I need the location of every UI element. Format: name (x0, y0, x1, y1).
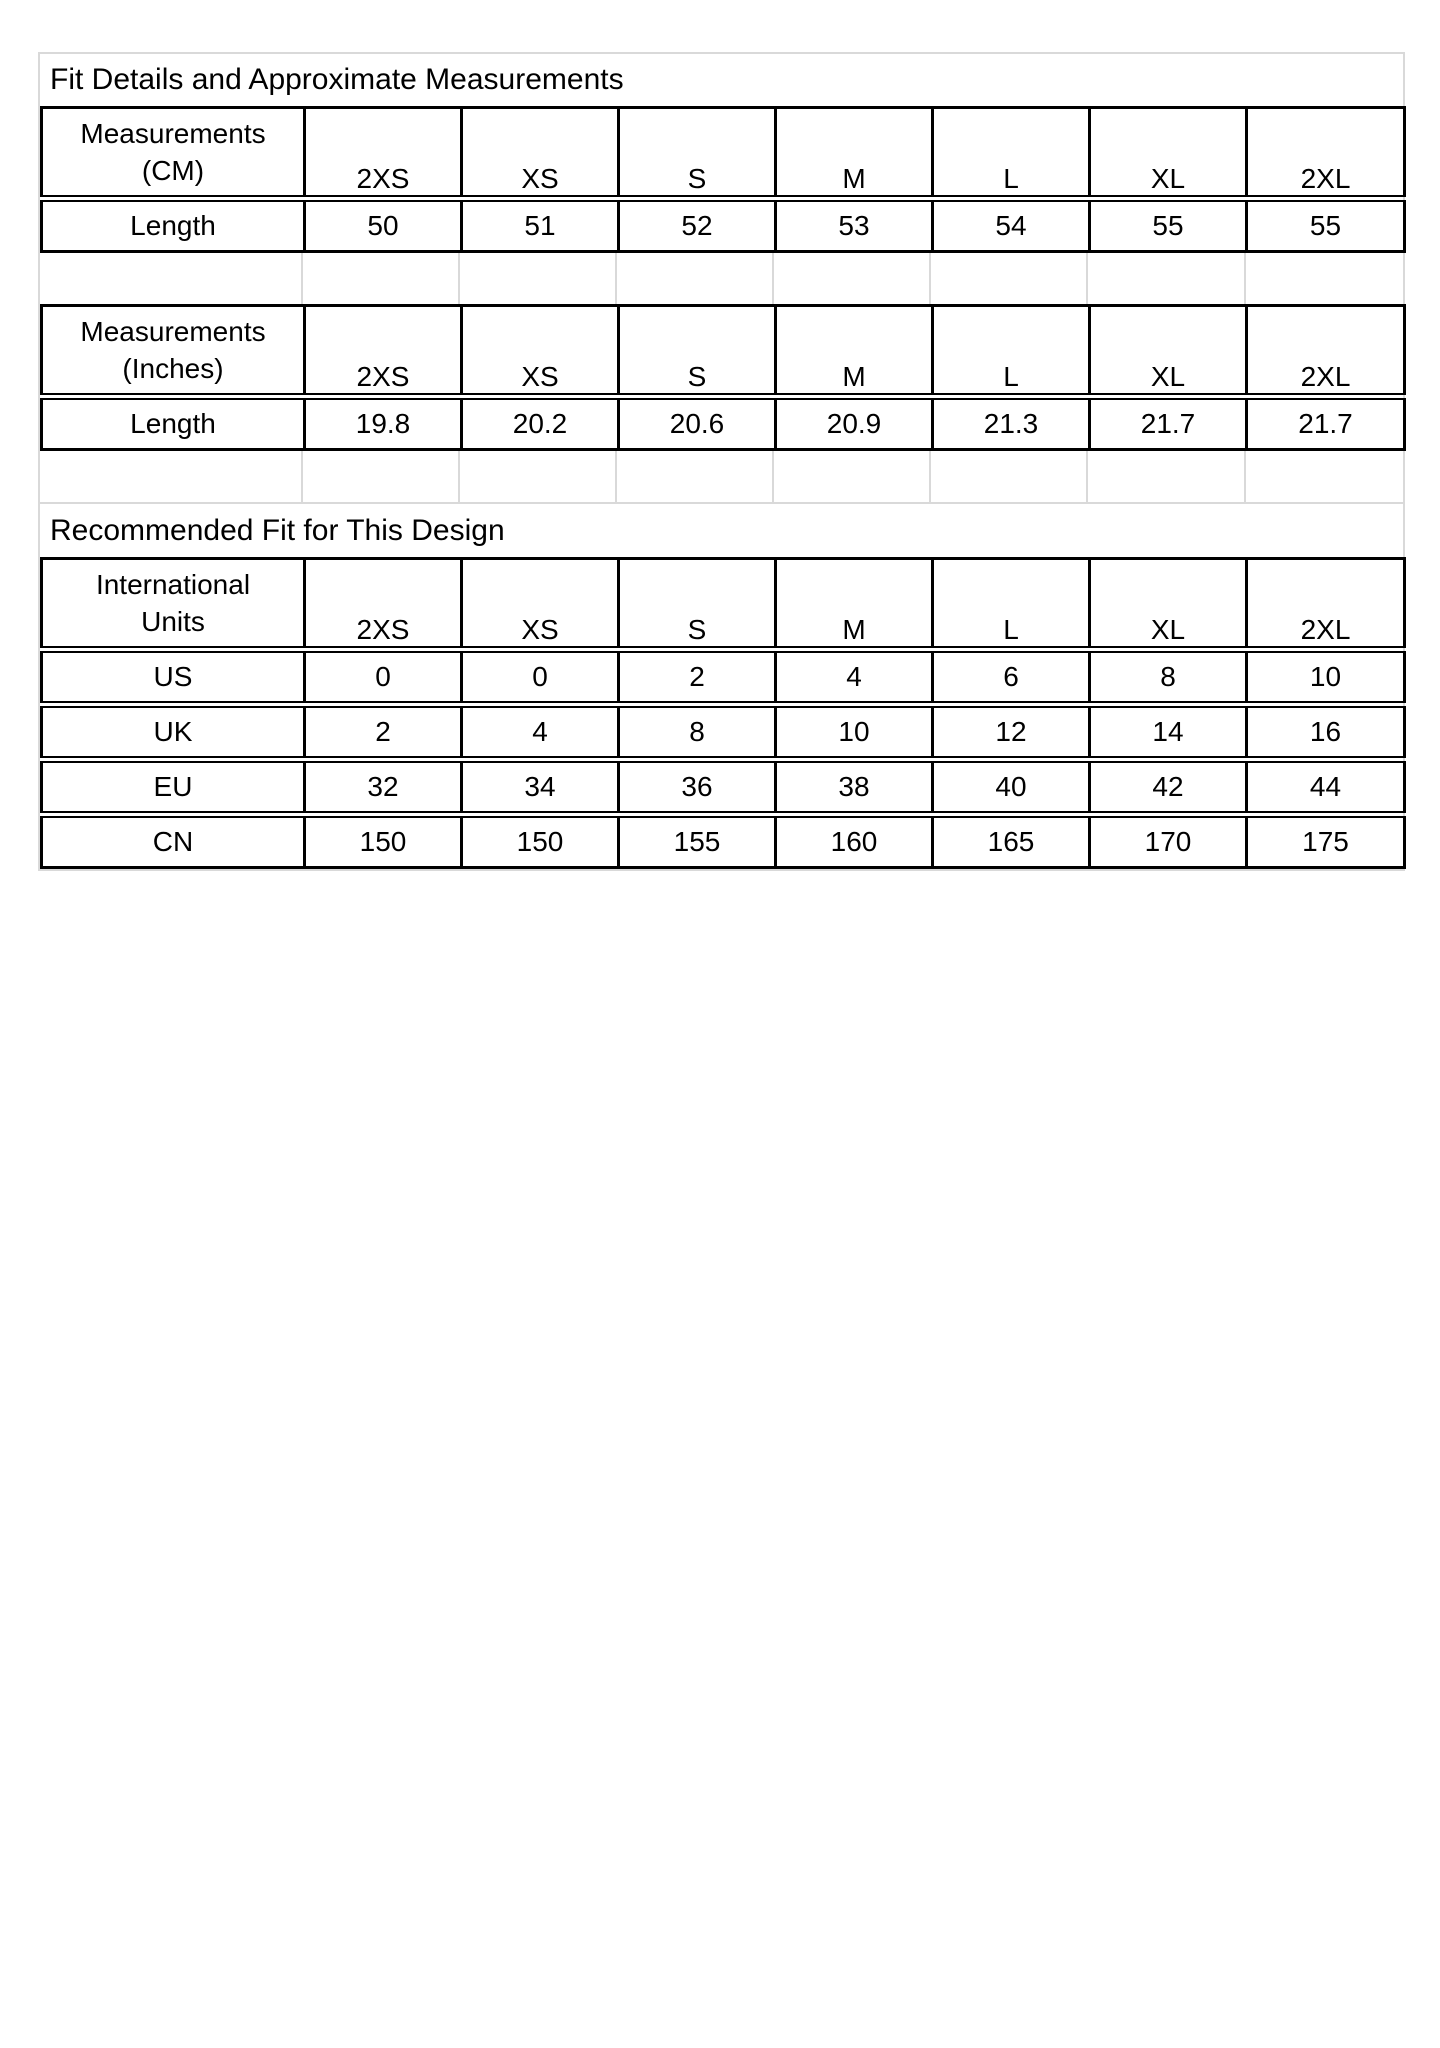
value-cell: 55 (1247, 199, 1405, 252)
size-header-cell-xs: XS (462, 108, 619, 199)
value-cell: 36 (619, 760, 776, 815)
value-cell: 12 (933, 705, 1090, 760)
value-cell: 8 (1090, 650, 1247, 705)
value-cell: 170 (1090, 815, 1247, 868)
table-header-label-cell (42, 108, 305, 199)
value-cell: 34 (462, 760, 619, 815)
size-header-cell-xs: XS (462, 559, 619, 650)
size-header-cell-m: M (776, 306, 933, 397)
size-header-cell-l: L (933, 306, 1090, 397)
size-header-cell-xl: XL (1090, 559, 1247, 650)
table-header-label-cell (42, 559, 305, 650)
size-header-cell-s: S (619, 306, 776, 397)
value-cell: 4 (776, 650, 933, 705)
value-cell: 20.2 (462, 397, 619, 450)
table-row-us (42, 650, 1405, 705)
value-cell: 53 (776, 199, 933, 252)
table-header-line1: Measurements (80, 118, 266, 149)
value-cell: 42 (1090, 760, 1247, 815)
international-units-table (40, 557, 1406, 869)
table-header-line1: Measurements (80, 316, 266, 347)
table-row-length-inches (42, 397, 1405, 450)
value-cell: 38 (776, 760, 933, 815)
table-header-line1: International (95, 569, 251, 600)
value-cell: 160 (776, 815, 933, 868)
table-row-uk (42, 705, 1405, 760)
size-header-cell-m: M (776, 108, 933, 199)
value-cell: 19.8 (305, 397, 462, 450)
value-cell: 8 (619, 705, 776, 760)
value-cell: 175 (1247, 815, 1405, 868)
size-header-cell-m: M (776, 559, 933, 650)
row-label-cell: EU (42, 760, 305, 815)
section-title-recommended-fit: Recommended Fit for This Design (40, 502, 1403, 557)
value-cell: 50 (305, 199, 462, 252)
size-header-cell-2xs: 2XS (305, 559, 462, 650)
value-cell: 0 (462, 650, 619, 705)
value-cell: 16 (1247, 705, 1405, 760)
row-label-cell: Length (42, 199, 305, 252)
value-cell: 51 (462, 199, 619, 252)
table-row-eu (42, 760, 1405, 815)
size-header-cell-s: S (619, 559, 776, 650)
size-header-cell-l: L (933, 559, 1090, 650)
value-cell: 6 (933, 650, 1090, 705)
measurements-inches-table (40, 304, 1406, 451)
value-cell: 21.7 (1247, 397, 1405, 450)
row-label-cell: US (42, 650, 305, 705)
value-cell: 10 (776, 705, 933, 760)
header-row (42, 306, 1405, 397)
value-cell: 21.7 (1090, 397, 1247, 450)
size-header-cell-xl: XL (1090, 108, 1247, 199)
table-header-line2: (Inches) (122, 353, 224, 384)
value-cell: 10 (1247, 650, 1405, 705)
size-header-cell-s: S (619, 108, 776, 199)
value-cell: 155 (619, 815, 776, 868)
measurements-cm-table (40, 106, 1406, 253)
empty-grid-row (40, 451, 1403, 502)
table-header-line2: (CM) (141, 155, 205, 186)
value-cell: 40 (933, 760, 1090, 815)
value-cell: 54 (933, 199, 1090, 252)
size-header-cell-l: L (933, 108, 1090, 199)
header-row (42, 559, 1405, 650)
value-cell: 2 (619, 650, 776, 705)
value-cell: 0 (305, 650, 462, 705)
size-header-cell-2xl: 2XL (1247, 306, 1405, 397)
value-cell: 32 (305, 760, 462, 815)
value-cell: 21.3 (933, 397, 1090, 450)
value-cell: 20.9 (776, 397, 933, 450)
table-row-length-cm (42, 199, 1405, 252)
section-title-fit-details: Fit Details and Approximate Measurements (50, 63, 624, 96)
value-cell: 165 (933, 815, 1090, 868)
value-cell: 20.6 (619, 397, 776, 450)
value-cell: 2 (305, 705, 462, 760)
header-row (42, 108, 1405, 199)
row-label-cell: Length (42, 397, 305, 450)
size-chart-sheet (38, 52, 1405, 871)
table-header-label-cell (42, 306, 305, 397)
row-label-cell: CN (42, 815, 305, 868)
size-header-cell-2xs: 2XS (305, 306, 462, 397)
table-row-cn (42, 815, 1405, 868)
value-cell: 44 (1247, 760, 1405, 815)
value-cell: 150 (305, 815, 462, 868)
size-header-cell-xl: XL (1090, 306, 1247, 397)
row-label-cell: UK (42, 705, 305, 760)
size-header-cell-xs: XS (462, 306, 619, 397)
size-header-cell-2xs: 2XS (305, 108, 462, 199)
value-cell: 4 (462, 705, 619, 760)
size-header-cell-2xl: 2XL (1247, 559, 1405, 650)
empty-grid-row (40, 253, 1403, 304)
value-cell: 55 (1090, 199, 1247, 252)
value-cell: 150 (462, 815, 619, 868)
value-cell: 52 (619, 199, 776, 252)
value-cell: 14 (1090, 705, 1247, 760)
size-header-cell-2xl: 2XL (1247, 108, 1405, 199)
table-header-line2: Units (141, 606, 205, 637)
